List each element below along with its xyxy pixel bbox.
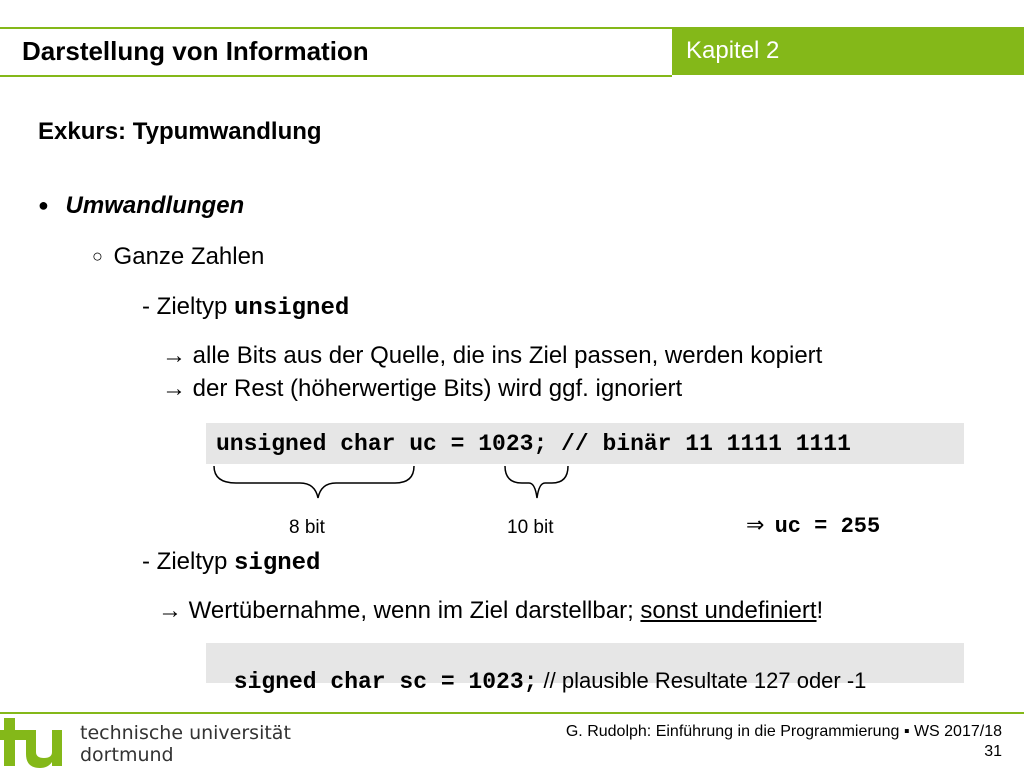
zieltyp-signed-line [142,548,320,577]
result-uc-255 [746,512,880,539]
university-line-1: technische universität [80,722,291,744]
code-signed-statement: signed char sc = 1023; [233,669,538,695]
label-8-bit: 8 bit [289,517,325,538]
arrow-line-rest-ignored: → der Rest (höherwertige Bits) wird ggf. ignoriert [162,375,683,402]
university-line-2: dortmund [80,744,174,766]
slide-header-title: Darstellung von Information [22,36,369,66]
page-number: 31 [984,743,1002,760]
bullet-marker: ● [38,195,49,215]
section-title: Exkurs: Typumwandlung [38,118,322,145]
arrow-line-wertuebernahme [158,597,823,625]
tu-logo-icon [0,712,78,768]
exclamation: ! [816,597,824,624]
unsigned-keyword: unsigned [234,295,350,322]
arrow-line-bits-copied: → alle Bits aus der Quelle, die ins Ziel passen, werden kopiert [162,342,823,369]
undefined-underlined: sonst undefiniert [640,597,817,624]
result-code: uc = 255 [774,514,881,539]
brace-10-bit [505,466,568,498]
code-line-signed [216,650,866,713]
sub-bullet-marker: ○ [92,246,103,266]
zieltyp-label: - Zieltyp [142,293,228,320]
arrow-line-wertuebernahme-text: → Wertübernahme, wenn im Ziel darstellbar; [158,597,641,624]
chapter-badge: Kapitel 2 [672,27,1024,75]
brace-8-bit [214,466,414,498]
sub-bullet-text: Ganze Zahlen [113,243,265,270]
zieltyp-label-signed: - Zieltyp [142,548,228,575]
footer-rule [0,712,1024,714]
code-line-unsigned: unsigned char uc = 1023; // binär 11 1111 1111 [216,431,851,457]
code-block-signed [206,643,964,695]
signed-keyword: signed [234,550,321,577]
footer-citation: G. Rudolph: Einführung in die Programmierung ▪ WS 2017/18 [565,723,1002,740]
code-signed-comment: // plausible Resultate 127 oder -1 [537,668,867,693]
university-name [80,722,291,766]
implies-arrow: ⇒ [746,512,765,537]
label-10-bit: 10 bit [507,517,554,538]
bullet-text: Umwandlungen [65,192,245,219]
